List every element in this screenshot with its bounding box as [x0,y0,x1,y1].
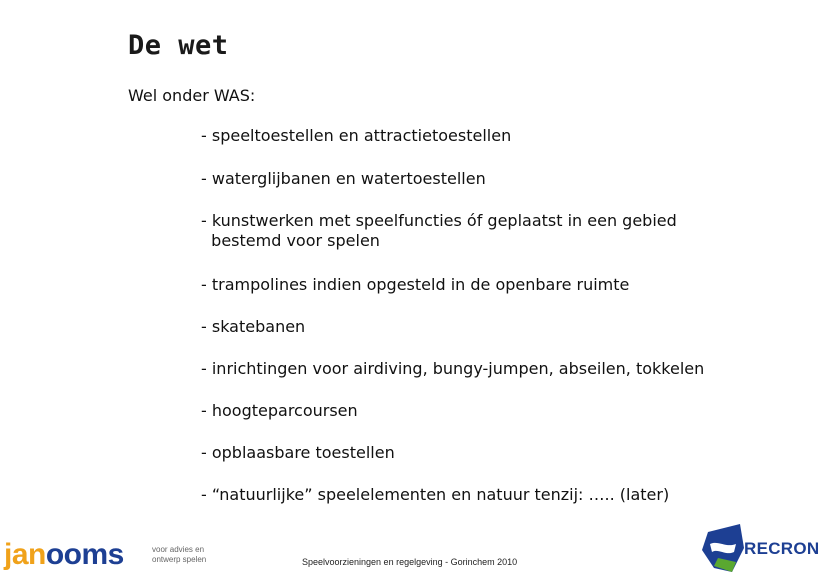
janooms-tagline-line2: ontwerp spelen [152,555,207,564]
slide-subtitle: Wel onder WAS: [128,86,256,105]
janooms-tagline [152,545,222,565]
bullet-item: - waterglijbanen en watertoestellen [201,169,486,188]
footer-caption: Speelvoorzieningen en regelgeving - Gorinchem 2010 [302,557,518,567]
janooms-tagline-line1: voor advies en [152,545,205,554]
bullet-item: - speeltoestellen en attractietoestellen [201,126,512,145]
janooms-logo-part1: jan [4,538,46,571]
bullet-item: - inrichtingen voor airdiving, bungy-jumpen, abseilen, tokkelen [201,359,705,378]
bullet-item: - trampolines indien opgesteld in de openbare ruimte [201,275,630,294]
slide-title: De wet [128,30,229,61]
recron-wordmark: RECRON [744,539,820,558]
bullet-item: - kunstwerken met speelfuncties óf geplaatst in een gebied bestemd voor spelen [201,211,677,250]
janooms-logo-part2: ooms [45,538,124,571]
recron-emblem-icon [700,522,746,576]
recron-logo [700,522,822,576]
bullet-item: - opblaasbare toestellen [201,443,395,462]
bullet-item: - hoogteparcoursen [201,401,358,420]
bullet-item: - “natuurlijke” speelelementen en natuur tenzij: ….. (later) [201,485,670,504]
janooms-logo [4,538,214,574]
bullet-item: - skatebanen [201,317,306,336]
